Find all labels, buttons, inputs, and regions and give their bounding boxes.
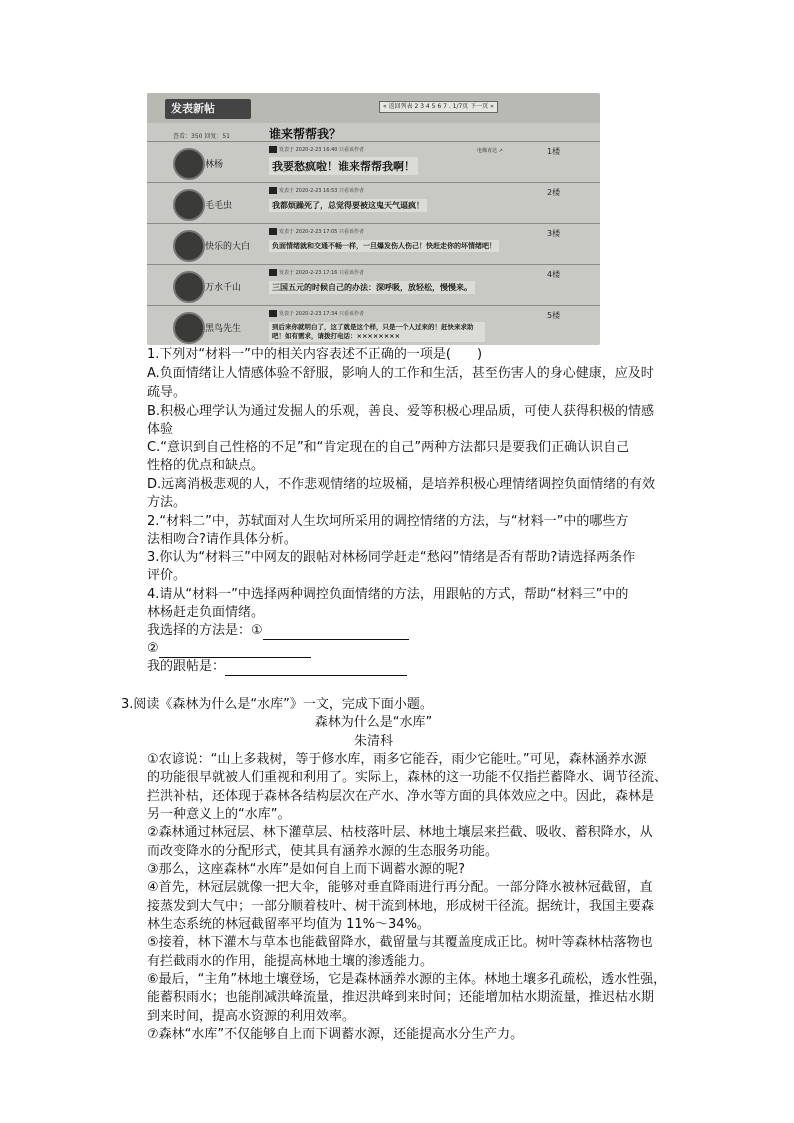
- post-floor: 2楼: [547, 188, 561, 197]
- question-1: 1.下列对“材料一”中的相关内容表述不正确的一项是( ): [147, 347, 483, 362]
- question-4-cont: 林杨赶走负面情绪。: [147, 605, 265, 620]
- user-icon: [269, 310, 277, 317]
- article-author: 朱清科: [353, 734, 393, 749]
- paragraph-6: ⑥最后，“主角”林地土壤登场，它是森林涵养水源的主体。林地土壤多孔疏松，透水性强，: [147, 972, 667, 987]
- thread-title: 谁来帮帮我？: [269, 127, 342, 141]
- paragraph-1: ①农谚说：“山上多栽树，等于修水库，雨多它能吞，雨少它能吐。”可见，森林涵养水源: [147, 752, 647, 767]
- post-floor: 3楼: [547, 229, 561, 238]
- avatar: [173, 189, 205, 221]
- avatar: [173, 312, 205, 344]
- method-1-blank[interactable]: [263, 625, 409, 640]
- reading-intro: 3.阅读《森林为什么是“水库”》一文，完成下面小题。: [121, 697, 433, 712]
- elevator-link: 电梯直达 ↗: [477, 148, 503, 154]
- forum-pager: « 返回列表 2 3 4 5 6 7 . 1/7页 下一页 »: [379, 101, 498, 113]
- avatar: [173, 230, 205, 262]
- option-b-cont: 体验: [147, 422, 174, 437]
- method-2-blank[interactable]: [159, 643, 311, 658]
- method-line-2: [147, 640, 311, 658]
- new-post-logo: 发表新帖: [165, 99, 251, 119]
- post-meta: 发表于 2020-2-23 17:34 只看该作者: [269, 310, 364, 317]
- option-a-cont: 疏导。: [147, 385, 187, 400]
- option-d: D.远离消极悲观的人，不作悲观情绪的垃圾桶，是培养积极心理情绪调控负面情绪的有效: [147, 477, 656, 492]
- post-floor: 5楼: [547, 311, 561, 320]
- question-2-cont: 法相吻合?请作具体分析。: [147, 532, 297, 547]
- post-author: 万水千山: [205, 283, 242, 293]
- method-label: 我选择的方法是：①: [147, 623, 263, 638]
- post-author: 黑鸟先生: [205, 324, 242, 334]
- paragraph-4-line: 林生态系统的林冠截留率平均值为 11%～34%。: [147, 917, 430, 932]
- paragraph-1-line: 拦洪补枯，还体现于森林各结构层次在产水、净水等方面的具体效应之中。因此，森林是: [147, 789, 655, 804]
- user-icon: [269, 228, 277, 235]
- option-a: A.负面情绪让人情感体验不舒服，影响人的工作和生活，甚至伤害人的身心健康，应及时: [147, 366, 654, 381]
- post-text: 负面情绪就和交通不畅一样，一旦爆发伤人伤己！快赶走你的坏情绪吧！: [269, 240, 499, 252]
- paragraph-7: ⑦森林“水库”不仅能够自上而下调蓄水源，还能提高水分生产力。: [147, 1027, 524, 1042]
- post-author: 快乐的大白: [205, 242, 251, 252]
- post-meta: 发表于 2020-2-23 16:53 只看该作者: [269, 187, 364, 194]
- question-2: 2.“材料二”中，苏轼面对人生坎坷所采用的调控情绪的方法，与“材料一”中的哪些方: [147, 514, 629, 529]
- question-3: 3.你认为“材料三”中网友的跟帖对林杨同学赶走“愁闷”情绪是否有帮助?请选择两条作: [147, 550, 636, 565]
- reply-line: [147, 658, 407, 676]
- paragraph-1-line: 的功能很早就被人们重视和利用了。实际上，森林的这一功能不仅指拦蓄降水、调节径流、: [147, 770, 668, 785]
- paragraph-5-line: 有拦截雨水的作用，能提高林地土壤的渗透能力。: [147, 954, 434, 969]
- post-text: 三国五元的时候自己的办法：深呼吸，放轻松，慢慢来。: [269, 281, 475, 294]
- paragraph-4-line: 接蒸发到大气中；一部分顺着枝叶、树干流到林地，形成树干径流。据统计，我国主要森: [147, 899, 655, 914]
- post-text: 我都烦躁死了，总觉得要被这鬼天气逼疯！: [269, 199, 427, 212]
- paragraph-6-line: 能蓄积雨水；也能削减洪峰流量，推迟洪峰到来时间；还能增加枯水期流量，推迟枯水期: [147, 990, 655, 1005]
- post-text: 我要愁疯啦！谁来帮帮我啊！: [269, 157, 418, 175]
- paragraph-2-line: 而改变降水的分配形式，使其具有涵养水源的生态服务功能。: [147, 844, 499, 859]
- paragraph-5: ⑤接着，林下灌木与草本也能截留降水，截留量与其覆盖度成正比。树叶等森林枯落物也: [147, 935, 653, 950]
- avatar: [173, 271, 205, 303]
- option-b: B.积极心理学认为通过发掘人的乐观，善良、爱等积极心理品质，可使人获得积极的情感: [147, 404, 655, 419]
- post-meta: 发表于 2020-2-23 17:05 只看该作者: [269, 228, 364, 235]
- post-floor: 1楼: [547, 147, 561, 156]
- post-author: 林杨: [205, 160, 224, 170]
- paragraph-2: ②森林通过林冠层、林下灌草层、枯枝落叶层、林地土壤层来拦截、吸收、蓄积降水，从: [147, 825, 653, 840]
- post-meta: 发表于 2020-2-23 17:16 只看该作者: [269, 269, 364, 276]
- forum-header: [147, 93, 600, 123]
- article-title: 森林为什么是“水库”: [314, 715, 433, 730]
- user-icon: [269, 187, 277, 194]
- forum-post: [147, 182, 600, 224]
- user-icon: [269, 269, 277, 276]
- forum-post: [147, 141, 600, 183]
- post-floor: 4楼: [547, 270, 561, 279]
- question-4: 4.请从“材料一”中选择两种调控负面情绪的方法，用跟帖的方式，帮助“材料三”中的: [147, 587, 629, 602]
- option-d-cont: 方法。: [147, 495, 187, 510]
- question-3-cont: 评价。: [147, 568, 187, 583]
- avatar: [173, 148, 205, 180]
- paragraph-6-line: 到来时间，提高水资源的利用效率。: [147, 1009, 356, 1024]
- forum-screenshot: [147, 93, 600, 345]
- reply-blank[interactable]: [225, 661, 407, 676]
- forum-stats: 查看：350 回复：51: [173, 133, 230, 140]
- post-meta: 发表于 2020-2-23 16:40 只看该作者: [269, 146, 364, 153]
- forum-post: [147, 305, 600, 345]
- paragraph-1-line: 另一种意义上的“水库”。: [147, 807, 291, 822]
- paragraph-3: ③那么，这座森林“水库”是如何自上而下调蓄水源的呢?: [147, 862, 466, 877]
- paragraph-4: ④首先，林冠层就像一把大伞，能够对垂直降雨进行再分配。一部分降水被林冠截留，直: [147, 880, 653, 895]
- option-c: C.“意识到自己性格的不足”和“肯定现在的自己”两种方法都只是要我们正确认识自己: [147, 440, 630, 455]
- user-icon: [269, 146, 277, 153]
- option-c-cont: 性格的优点和缺点。: [147, 458, 265, 473]
- forum-post: [147, 264, 600, 306]
- reply-label: 我的跟帖是：: [147, 659, 226, 674]
- post-author: 毛毛虫: [205, 201, 233, 211]
- post-text: 到后来你就明白了，这了就是这个样，只是一个人过来的！赶快来求助吧！如有需求，请拨打电话：××××××××: [269, 322, 485, 342]
- method-2-label: ②: [147, 641, 159, 656]
- forum-post: [147, 223, 600, 265]
- method-line-1: [147, 622, 409, 640]
